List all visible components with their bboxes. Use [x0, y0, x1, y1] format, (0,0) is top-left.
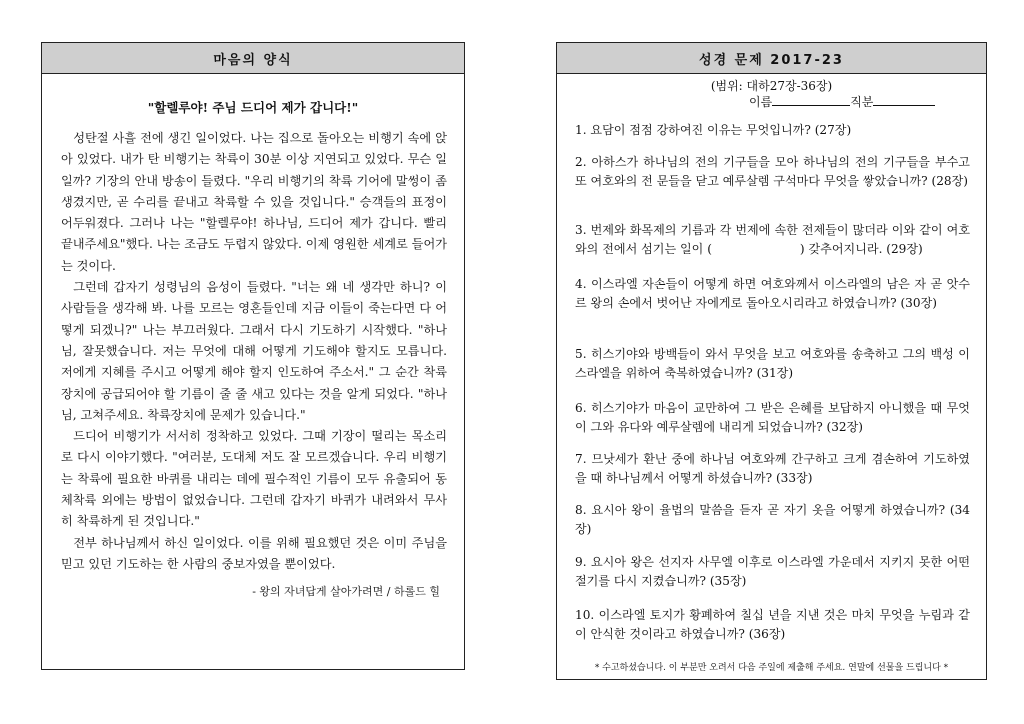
devotional-header: 마음의 양식 — [42, 43, 464, 74]
position-label: 직분 — [850, 95, 874, 109]
story-title: "할렐루야! 주님 드디어 제가 갑니다!" — [147, 100, 359, 115]
name-position-line — [749, 94, 986, 110]
quiz-panel — [556, 42, 987, 680]
position-blank[interactable] — [873, 105, 935, 106]
question-8: 8. 요시아 왕이 율법의 말씀을 듣자 곧 자기 옷을 어떻게 하였습니까? (34장) — [575, 503, 970, 536]
question-4: 4. 이스라엘 자손들이 어떻게 하면 여호와께서 이스라엘의 남은 자 곧 앗수르 왕의 손에서 벗어난 자에게로 돌아오시리라고 하였습니까? (30장) — [575, 277, 970, 310]
story-paragraph-1: 성탄절 사흘 전에 생긴 일이었다. 나는 집으로 돌아오는 비행기 속에 앉아 있었다. 내가 탄 비행기는 착륙이 30분 이상 지연되고 있었다. 무슨 일일까? 기장의 안내 방송이 들렸다. "우리 비행기의 착륙 기어에 말썽이 좀 생겼지만, 곧 수리를 끝내고 착륙할 수 있을 것입니다." 승객들의 표정이 어두워졌다. 그러나 나는 "할렐루야! 하나님, 드디어 제가 갑니다. 빨리 끝내주세요"했다. 나는 조금도 두렵지 않았다. 이제 영원한 세계로 들어가는 것이다. — [61, 131, 447, 273]
question-3-tail: ) 갖추어지니라. (29장) — [799, 241, 923, 256]
devotional-panel — [41, 42, 465, 670]
question-3-text: 3. 번제와 화목제의 기름과 각 번제에 속한 전제들이 많더라 이와 같이 여호와의 전에서 섬기는 일이 ( — [575, 223, 970, 256]
question-10: 10. 이스라엘 토지가 황폐하여 칠십 년을 지낸 것은 마치 무엇을 누림과 같이 안식한 것이라고 하였습니까? (36장) — [575, 608, 970, 641]
question-5: 5. 히스기야와 방백들이 와서 무엇을 보고 여호와를 송축하고 그의 백성 이스라엘을 위하여 축복하였습니까? (31장) — [575, 347, 970, 380]
question-6: 6. 히스기야가 마음이 교만하여 그 받은 은혜를 보답하지 아니했을 때 무엇이 그와 유다와 예루살렘에 내리게 되었습니까? (32장) — [575, 401, 970, 434]
name-label: 이름 — [749, 95, 773, 109]
name-blank[interactable] — [772, 105, 850, 106]
submission-note: * 수고하셨습니다. 이 부분만 오려서 다음 주일에 제출해 주세요. 연말에 선물을 드립니다 * — [594, 663, 949, 673]
quiz-range: (범위: 대하27장-36장) — [710, 79, 833, 93]
story-paragraph-4: 전부 하나님께서 하신 일이었다. 이를 위해 필요했던 것은 이미 주님을 믿고 있던 기도하는 한 사람의 중보자였을 뿐이었다. — [61, 535, 447, 571]
question-2: 2. 아하스가 하나님의 전의 기구들을 모아 하나님의 전의 기구들을 부수고 또 여호와의 전 문들을 닫고 예루살렘 구석마다 무엇을 쌓았습니까? (28장) — [575, 155, 970, 188]
story-source: - 왕의 자녀답게 살아가려면 / 하롤드 힐 — [252, 585, 440, 599]
story-paragraph-3: 드디어 비행기가 서서히 정착하고 있었다. 그때 기장이 떨리는 목소리로 다시 이야기했다. "여러분, 도대체 저도 잘 모르겠습니다. 우리 비행기는 착륙에 필요한 바퀴를 내리는 데에 필수적인 기름이 모두 유출되어 동체착륙 외에는 방법이 없었습니다. 그런데 갑자기 바퀴가 내려와서 무사히 착륙하게 된 것입니다." — [61, 429, 447, 529]
question-1: 1. 요담이 점점 강하여진 이유는 무엇입니까? (27장) — [575, 123, 852, 137]
story-paragraph-2: 그런데 갑자기 성령님의 음성이 들렸다. "너는 왜 네 생각만 하니? 이 사람들을 생각해 봐. 나를 모르는 영혼들인데 지금 이들이 죽는다면 다 어떻게 되겠니?" 나는 부끄러웠다. 그래서 다시 기도하기 시작했다. "하나님, 잘못했습니다. 저는 무엇에 대해 어떻게 기도해야 할지도 모릅니다. 저에게 지혜를 주시고 어떻게 해야 할지 인도하여 주소서." 그 순간 착륙장치에 공급되어야 할 기름이 줄 줄 새고 있다는 것을 알게 되었다. "하나님, 고쳐주세요. 착륙장치에 문제가 있습니다." — [61, 280, 447, 422]
question-3 — [575, 221, 970, 258]
quiz-header: 성경 문제 2017-23 — [557, 43, 986, 74]
question-9: 9. 요시아 왕은 선지자 사무엘 이후로 이스라엘 가운데서 지키지 못한 어떤 절기를 다시 지켰습니까? (35장) — [575, 555, 970, 588]
question-7: 7. 므낫세가 환난 중에 하나님 여호와께 간구하고 크게 겸손하여 기도하였을 때 하나님께서 어떻게 하셨습니까? (33장) — [575, 452, 970, 485]
